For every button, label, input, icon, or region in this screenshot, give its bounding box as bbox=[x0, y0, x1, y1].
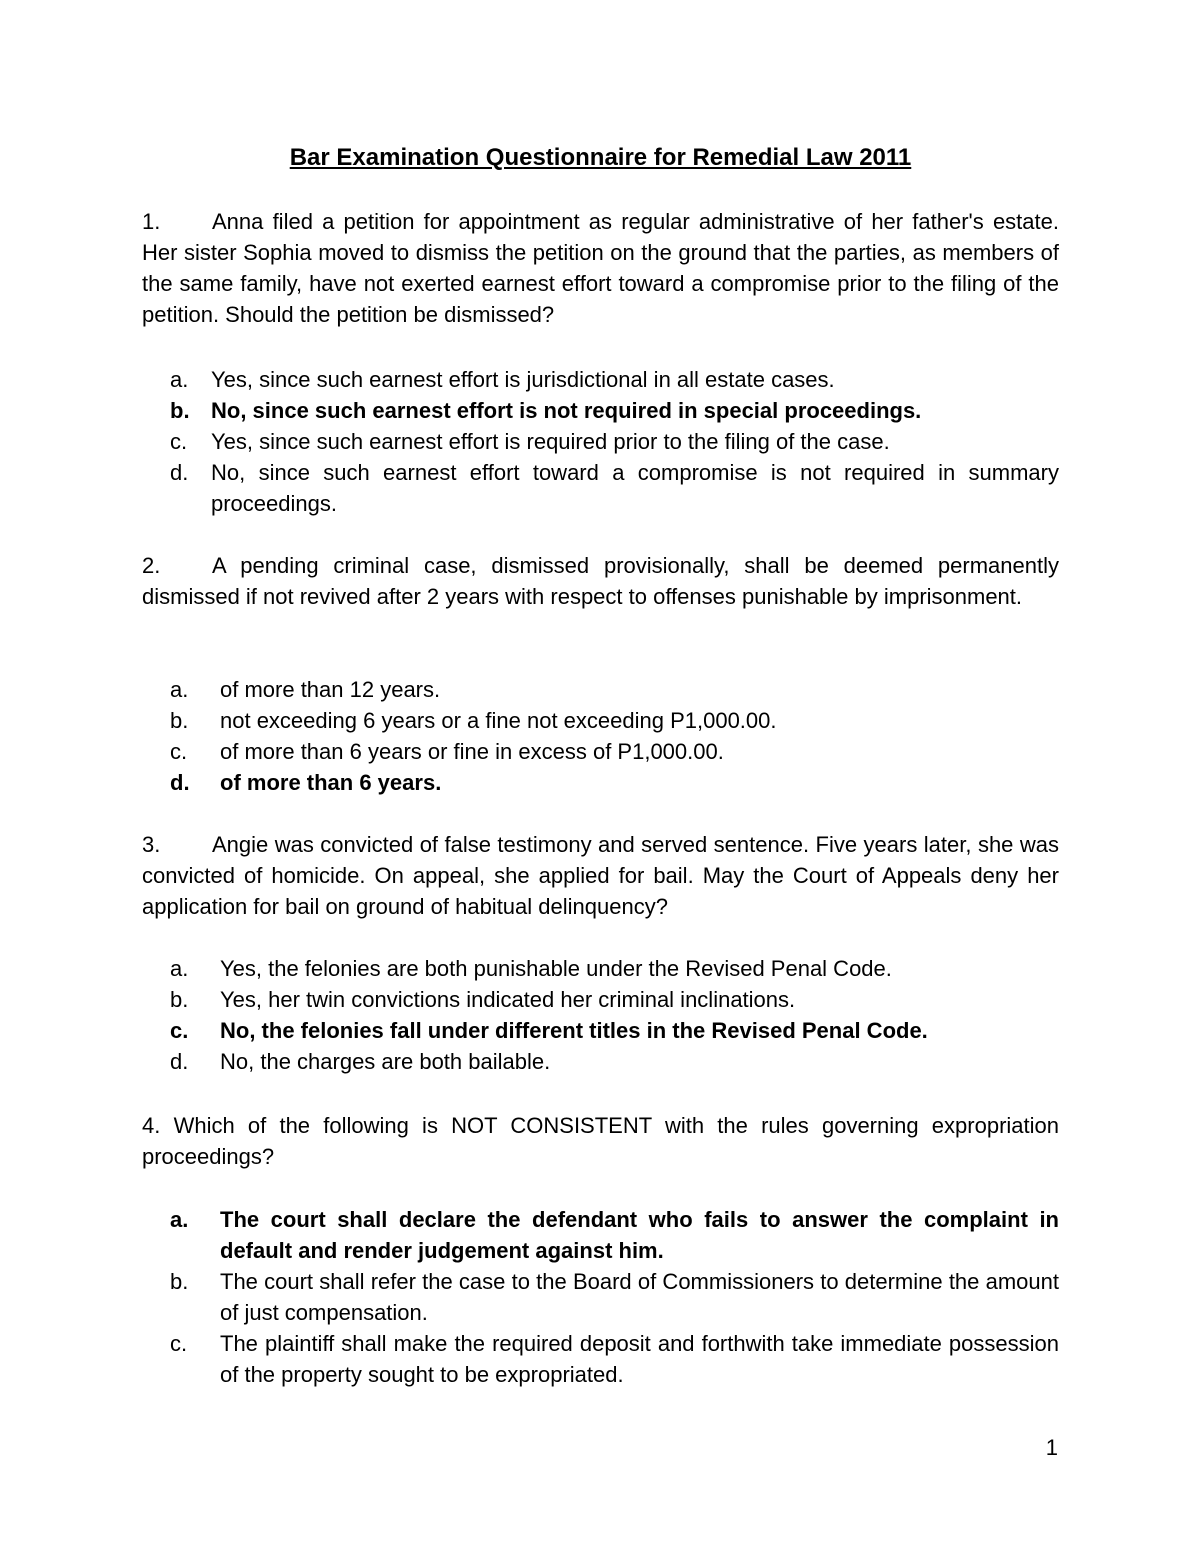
option-text: of more than 6 years or fine in excess of P1,000.00. bbox=[220, 739, 724, 764]
option-text: No, since such earnest effort is not required in special proceedings. bbox=[211, 398, 922, 423]
question-stem bbox=[142, 1110, 1059, 1172]
option-text: The court shall refer the case to the Board of Commissioners to determine the amount of just compensation. bbox=[220, 1269, 1059, 1325]
question-stem bbox=[142, 550, 1059, 612]
question-number: 2. bbox=[142, 553, 161, 578]
option-text: The court shall declare the defendant who fails to answer the complaint in default and render judgement against him. bbox=[220, 1207, 1059, 1263]
option-letter: c. bbox=[170, 1331, 188, 1356]
option-c-answer bbox=[142, 1015, 1059, 1046]
option-a bbox=[142, 674, 1059, 705]
page-title: Bar Examination Questionnaire for Remedial Law 2011 bbox=[289, 144, 912, 171]
option-text: of more than 12 years. bbox=[220, 677, 441, 702]
option-letter: c. bbox=[170, 739, 188, 764]
question-stem bbox=[142, 206, 1059, 330]
option-d bbox=[142, 1046, 1059, 1077]
option-letter: d. bbox=[170, 460, 189, 485]
question-4-options bbox=[142, 1204, 1059, 1390]
question-1 bbox=[142, 206, 1059, 330]
option-text: of more than 6 years. bbox=[220, 770, 442, 795]
option-letter: c. bbox=[170, 1018, 189, 1043]
option-letter: d. bbox=[170, 1049, 189, 1074]
option-a-answer bbox=[142, 1204, 1059, 1266]
option-text: No, the charges are both bailable. bbox=[220, 1049, 551, 1074]
option-b-answer bbox=[142, 395, 1059, 426]
option-text: No, the felonies fall under different titles in the Revised Penal Code. bbox=[220, 1018, 928, 1043]
option-text: No, since such earnest effort toward a compromise is not required in summary proceedings. bbox=[211, 460, 1059, 516]
question-3 bbox=[142, 829, 1059, 922]
option-a bbox=[142, 364, 1059, 395]
option-d-answer bbox=[142, 767, 1059, 798]
option-text: Yes, since such earnest effort is jurisdictional in all estate cases. bbox=[211, 367, 835, 392]
question-1-options bbox=[142, 364, 1059, 519]
option-text: not exceeding 6 years or a fine not exceeding P1,000.00. bbox=[220, 708, 777, 733]
option-letter: a. bbox=[170, 1207, 189, 1232]
question-2-options bbox=[142, 674, 1059, 798]
option-a bbox=[142, 953, 1059, 984]
option-letter: a. bbox=[170, 677, 189, 702]
option-letter: b. bbox=[170, 708, 189, 733]
question-number: 1. bbox=[142, 209, 161, 234]
question-text: Angie was convicted of false testimony and served sentence. Five years later, she was convicted of homicide. On appeal, she applied for bail. May the Court of Appeals deny her application for bail on ground of habitual delinquency? bbox=[142, 832, 1059, 919]
question-2 bbox=[142, 550, 1059, 612]
option-text: Yes, the felonies are both punishable under the Revised Penal Code. bbox=[220, 956, 892, 981]
option-c bbox=[142, 426, 1059, 457]
question-text: Which of the following is NOT CONSISTENT with the rules governing expropriation proceedings? bbox=[142, 1113, 1059, 1169]
page-number: 1 bbox=[1045, 1435, 1058, 1460]
question-3-options bbox=[142, 953, 1059, 1077]
option-letter: a. bbox=[170, 367, 189, 392]
option-b bbox=[142, 705, 1059, 736]
question-text: A pending criminal case, dismissed provisionally, shall be deemed permanently dismissed if not revived after 2 years with respect to offenses punishable by imprisonment. bbox=[142, 553, 1059, 609]
option-letter: b. bbox=[170, 1269, 189, 1294]
question-4 bbox=[142, 1110, 1059, 1172]
option-text: Yes, since such earnest effort is required prior to the filing of the case. bbox=[211, 429, 890, 454]
option-letter: a. bbox=[170, 956, 189, 981]
option-c bbox=[142, 736, 1059, 767]
option-b bbox=[142, 1266, 1059, 1328]
question-text: Anna filed a petition for appointment as regular administrative of her father's estate. Her sister Sophia moved to dismiss the petition on the ground that the parties, as members of the same family, have not exerted earnest effort toward a compromise prior to the filing of the petition. Should the petition be dismissed? bbox=[142, 209, 1059, 327]
option-letter: b. bbox=[170, 398, 190, 423]
option-text: Yes, her twin convictions indicated her criminal inclinations. bbox=[220, 987, 796, 1012]
option-letter: d. bbox=[170, 770, 190, 795]
option-letter: c. bbox=[170, 429, 188, 454]
option-text: The plaintiff shall make the required deposit and forthwith take immediate possession of the property sought to be expropriated. bbox=[220, 1331, 1059, 1387]
option-b bbox=[142, 984, 1059, 1015]
option-d bbox=[142, 457, 1059, 519]
question-number: 4. bbox=[142, 1113, 161, 1138]
option-c bbox=[142, 1328, 1059, 1390]
question-stem bbox=[142, 829, 1059, 922]
question-number: 3. bbox=[142, 832, 161, 857]
option-letter: b. bbox=[170, 987, 189, 1012]
